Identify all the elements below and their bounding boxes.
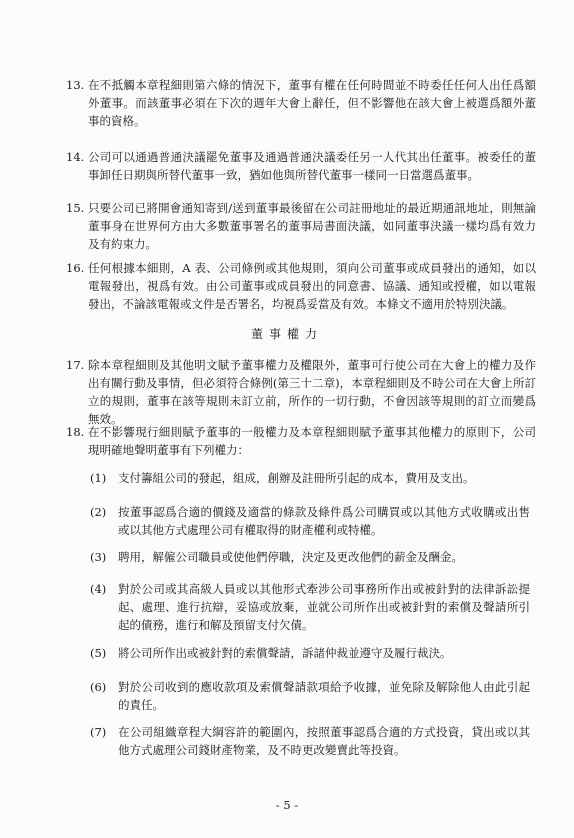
subitem-2 (90, 503, 530, 539)
subitem-text: 對於公司收到的應收款項及索償聲請款項給予收據，並免除及解除他人由此引起的責任。 (118, 680, 530, 712)
subitem-text: 對於公司或其高級人員或以其他形式牽涉公司事務所作出或被針對的法律訴訟提起、處理、進行抗辯，妥協或放棄，並就公司所作出或被針對的索償及聲請所引起的債務，進行和解及預留支付欠債。 (118, 582, 530, 632)
clause-number: 16. (66, 261, 85, 275)
clause-15 (66, 199, 536, 253)
clause-number: 17. (66, 358, 85, 372)
subitem-text: 將公司所作出或被針對的索償聲請，訴諸仲裁並遵守及履行裁決。 (118, 646, 452, 660)
clause-number: 13. (66, 78, 85, 92)
clause-text: 除本章程細則及其他明文賦予董事權力及權限外，董事可行使公司在大會上的權力及作出有關行動及事情，但必須符合條例(第三十二章)，本章程細則及不時公司在大會上所訂立的規則，董事在該等規則未訂立前，所作的一切行動，不會因該等規則的訂立而變爲無效。 (88, 358, 536, 426)
subitem-3 (90, 548, 530, 566)
clause-text: 在不抵觸本章程細則第六條的情況下，董事有權在任何時間並不時委任任何人出任爲額外董事。而該董事必須在下次的週年大會上辭任，但不影響他在該大會上被選爲額外董事的資格。 (88, 78, 536, 128)
clause-text: 只要公司已將開會通知寄到/送到董事最後留在公司註冊地址的最近期通訊地址，則無論董事身在世界何方由大多數董事署名的董事局書面決議，如同董事決議一樣均爲有效力及有約束力。 (88, 201, 536, 251)
subitem-number: (7) (90, 725, 107, 739)
subitem-number: (4) (90, 582, 107, 596)
subitem-5 (90, 644, 530, 662)
clause-number: 15. (66, 201, 85, 215)
subitem-number: (2) (90, 505, 107, 519)
subitem-7 (90, 723, 530, 759)
clause-text: 在不影響現行細則賦予董事的一般權力及本章程細則賦予董事其他權力的原則下，公司現明確地聲明董事有下列權力： (88, 425, 536, 457)
subitem-text: 支付籌組公司的發起，組成，創辦及註冊所引起的成本，費用及支出。 (118, 471, 475, 485)
clause-16 (66, 259, 536, 313)
subitem-6 (90, 678, 530, 714)
subitem-text: 聘用，解僱公司職員或使他們停職，決定及更改他們的薪金及酬金。 (118, 550, 463, 564)
clause-17 (66, 356, 536, 428)
subitem-number: (1) (90, 471, 107, 485)
subitem-number: (6) (90, 680, 107, 694)
page-number: - 5 - (275, 798, 299, 812)
section-heading: 董事權力 (250, 327, 323, 341)
subitem-text: 在公司組織章程大綱容許的範圍內，按照董事認爲合適的方式投資，貸出或以其他方式處理公司錢財產物業，及不時更改變賣此等投資。 (118, 725, 530, 757)
subitem-1 (90, 469, 530, 487)
clause-13 (66, 76, 536, 130)
subitem-4 (90, 580, 530, 634)
clause-text: 任何根據本細則，A 表、公司條例或其他規則，須向公司董事或成員發出的通知，如以電報發出，視爲有效。由公司董事或成員發出的同意書、協議、通知或授權，如以電報發出，不論該電報或文件是否署名，均視爲妥當及有效。本條文不適用於特別決議。 (88, 261, 536, 311)
subitem-number: (3) (90, 550, 107, 564)
clause-14 (66, 148, 536, 184)
clause-18 (66, 423, 536, 459)
clause-number: 14. (66, 150, 85, 164)
subitem-text: 按董事認爲合適的價錢及適當的條款及條件爲公司購買或以其他方式收購或出售或以其他方式處理公司有權取得的財產權利或特權。 (118, 505, 530, 537)
subitem-number: (5) (90, 646, 107, 660)
clause-number: 18. (66, 425, 85, 439)
clause-text: 公司可以通過普通決議罷免董事及通過普通決議委任另一人代其出任董事。被委任的董事卸任日期與所替代董事一致，猶如他與所替代董事一樣同一日當選爲董事。 (88, 150, 536, 182)
